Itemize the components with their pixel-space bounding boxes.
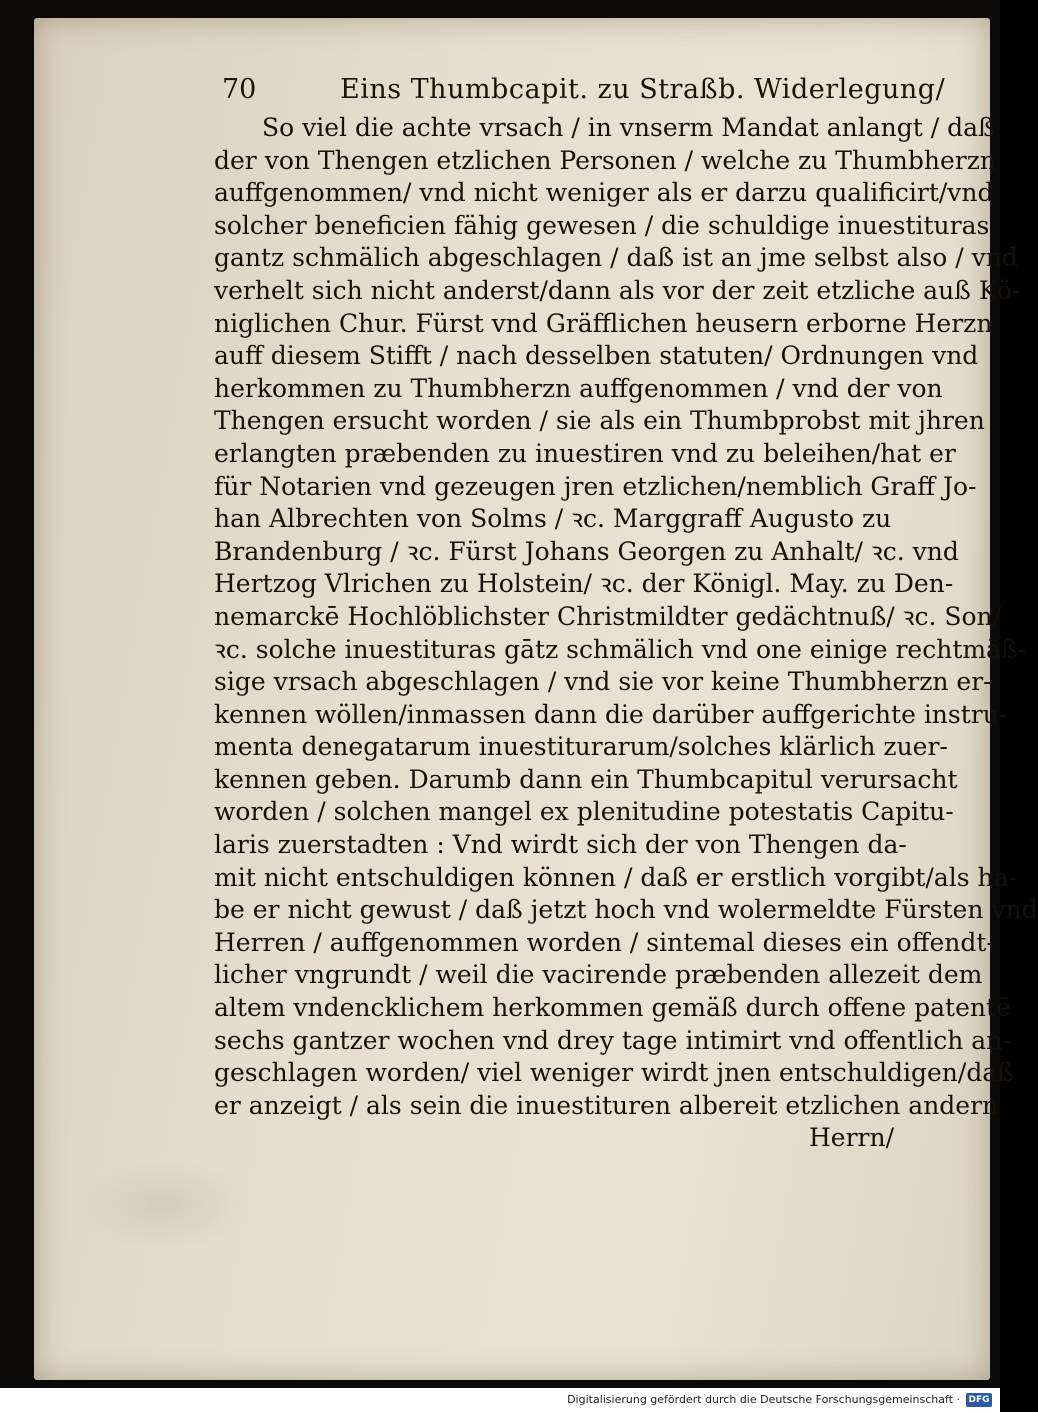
text-line: sige vrsach abgeschlagen / vnd sie vor keine Thumbherzn er- [214, 667, 992, 697]
footer-bar [0, 1388, 1000, 1412]
text-line: kennen wöllen/inmassen dann die darüber auffgerichte instru- [214, 699, 1008, 729]
text-line: be er nicht gewust / daß jetzt hoch vnd wolermeldte Fürsten vnd [214, 895, 1038, 925]
text-line: Thengen ersucht worden / sie als ein Thumbprobst mit jhren [214, 406, 985, 436]
funding-credit: Digitalisierung gefördert durch die Deutsche Forschungsgemeinschaft · [567, 1393, 960, 1406]
text-line: kennen geben. Darumb dann ein Thumbcapitul verursacht [214, 764, 958, 794]
text-line: verhelt sich nicht anderst/dann als vor der zeit etzliche auß Kö- [214, 275, 1021, 305]
text-line: licher vngrundt / weil die vacirende præbenden allezeit dem [214, 960, 983, 990]
text-line: Hertzog Vlrichen zu Holstein/ ꝛc. der Königl. May. zu Den- [214, 569, 954, 599]
text-line: Herren / auffgenommen worden / sintemal dieses ein offendt- [214, 927, 995, 957]
text-line: worden / solchen mangel ex plenitudine potestatis Capitu- [214, 797, 954, 827]
text-line: der von Thengen etzlichen Personen / welche zu Thumbherzn [214, 145, 996, 175]
text-line: geschlagen worden/ viel weniger wirdt jnen entschuldigen/daß [214, 1058, 1014, 1088]
body-text [214, 112, 1038, 1155]
text-line: So viel die achte vrsach / in vnserm Mandat anlangt / daß [262, 113, 995, 142]
text-line: mit nicht entschuldigen können / daß er erstlich vorgibt/als ha- [214, 862, 1017, 892]
text-line: für Notarien vnd gezeugen jren etzlichen/nemblich Graff Jo- [214, 471, 977, 501]
text-line: altem vndencklichem herkommen gemäß durch offene patentē [214, 993, 1011, 1023]
text-line: gantz schmälich abgeschlagen / daß ist an jme selbst also / vnd [214, 243, 1018, 273]
text-line: erlangten præbenden zu inuestiren vnd zu beleihen/hat er [214, 438, 956, 468]
text-line: er anzeigt / als sein die inuestituren albereit etzlichen andern [214, 1090, 999, 1120]
text-line: han Albrechten von Solms / ꝛc. Marggraff Augusto zu [214, 504, 892, 534]
page-header [222, 74, 946, 110]
text-line: nemarckē Hochlöblichster Christmildter gedächtnuß/ ꝛc. Son/ [214, 601, 1002, 631]
page-number: 70 [222, 74, 257, 105]
dfg-logo-icon: DFG [966, 1393, 992, 1407]
text-line: auffgenommen/ vnd nicht weniger als er darzu qualificirt/vnd [214, 178, 994, 208]
text-line: menta denegatarum inuestiturarum/solches klärlich zuer- [214, 732, 948, 762]
text-line: Brandenburg / ꝛc. Fürst Johans Georgen zu Anhalt/ ꝛc. vnd [214, 536, 959, 566]
text-line: auff diesem Stifft / nach desselben statuten/ Ordnungen vnd [214, 341, 979, 371]
running-title: Eins Thumbcapit. zu Straßb. Widerlegung/ [340, 74, 946, 105]
page-stain [74, 1160, 254, 1250]
text-line: ꝛc. solche inuestituras gātz schmälich vnd one einige rechtmäß- [214, 634, 1027, 664]
catchword: Herrn/ [808, 1123, 894, 1153]
text-line: herkommen zu Thumbherzn auffgenommen / vnd der von [214, 373, 943, 403]
text-line: niglichen Chur. Fürst vnd Gräfflichen heusern erborne Herzn [214, 308, 993, 338]
text-line: solcher beneficien fähig gewesen / die schuldige inuestituras [214, 210, 990, 240]
text-line: sechs gantzer wochen vnd drey tage intimirt vnd offentlich an- [214, 1025, 1011, 1055]
text-line: laris zuerstadten : Vnd wirdt sich der von Thengen da- [214, 830, 907, 860]
